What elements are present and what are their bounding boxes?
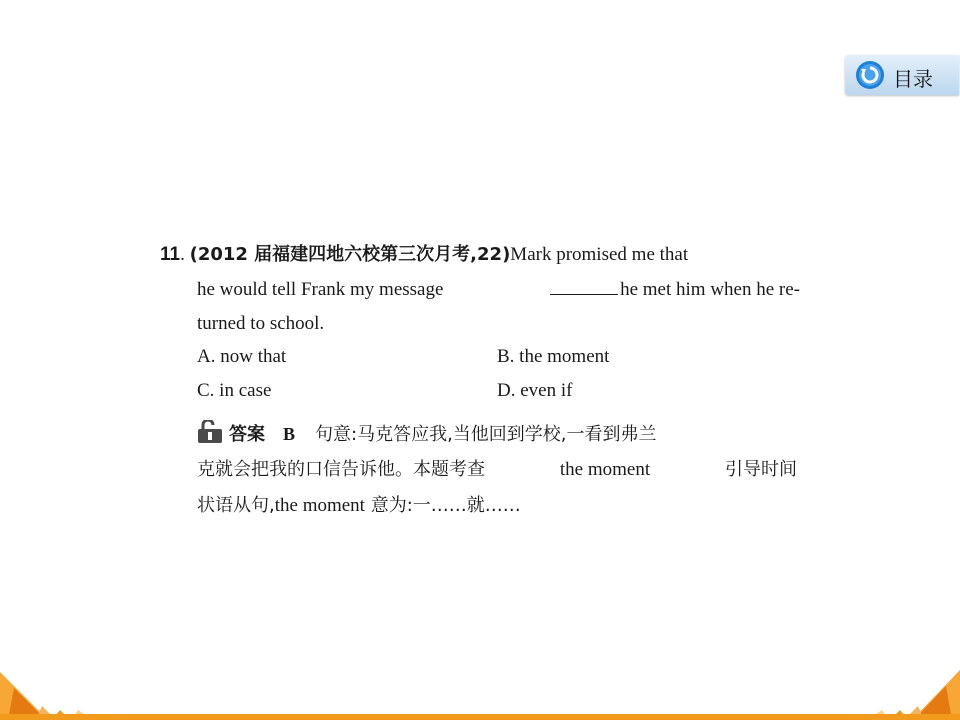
answer-blank bbox=[550, 276, 618, 295]
corner-decoration-left bbox=[0, 660, 100, 720]
answer-label: 答案 bbox=[229, 424, 265, 445]
option-b: B. the moment bbox=[497, 346, 610, 367]
circular-arrow-icon bbox=[855, 60, 885, 90]
option-a: A. now that bbox=[197, 346, 287, 367]
toc-label: 目录 bbox=[893, 67, 933, 91]
question-line-1 bbox=[160, 238, 800, 272]
bottom-accent-bar bbox=[0, 714, 960, 720]
question-number: 11 bbox=[160, 244, 181, 265]
answer-line3-en: the moment bbox=[274, 495, 365, 516]
question-number-suffix: . bbox=[180, 244, 185, 265]
answer-line-1 bbox=[197, 416, 797, 453]
answer-line2-zh2: 引导时间 bbox=[724, 459, 797, 480]
toc-button[interactable] bbox=[845, 55, 959, 95]
question-line-3: turned to school. bbox=[197, 313, 325, 334]
answer-key: B bbox=[283, 424, 296, 444]
question-line1-text: Mark promised me that bbox=[510, 244, 689, 265]
answer-line-3 bbox=[197, 488, 797, 524]
answer-line3-zh1: 状语从句, bbox=[197, 495, 275, 516]
unlock-icon bbox=[197, 420, 223, 444]
question-line2-after: he met him when he re- bbox=[620, 279, 800, 300]
question-line2-before: he would tell Frank my message bbox=[197, 279, 444, 300]
answer-line-2 bbox=[197, 452, 797, 488]
question-line-2 bbox=[197, 273, 800, 307]
answer-line1-text: 句意:马克答应我,当他回到学校,一看到弗兰 bbox=[315, 424, 657, 445]
corner-decoration-right bbox=[860, 660, 960, 720]
answer-line3-zh2: 意为:一……就…… bbox=[370, 495, 521, 516]
answer-line2-zh1: 克就会把我的口信告诉他。本题考查 bbox=[197, 459, 485, 480]
option-d: D. even if bbox=[497, 380, 573, 401]
answer-line2-en: the moment bbox=[559, 459, 651, 480]
option-c: C. in case bbox=[197, 380, 272, 401]
question-source: (2012 届福建四地六校第三次月考,22) bbox=[189, 244, 511, 265]
